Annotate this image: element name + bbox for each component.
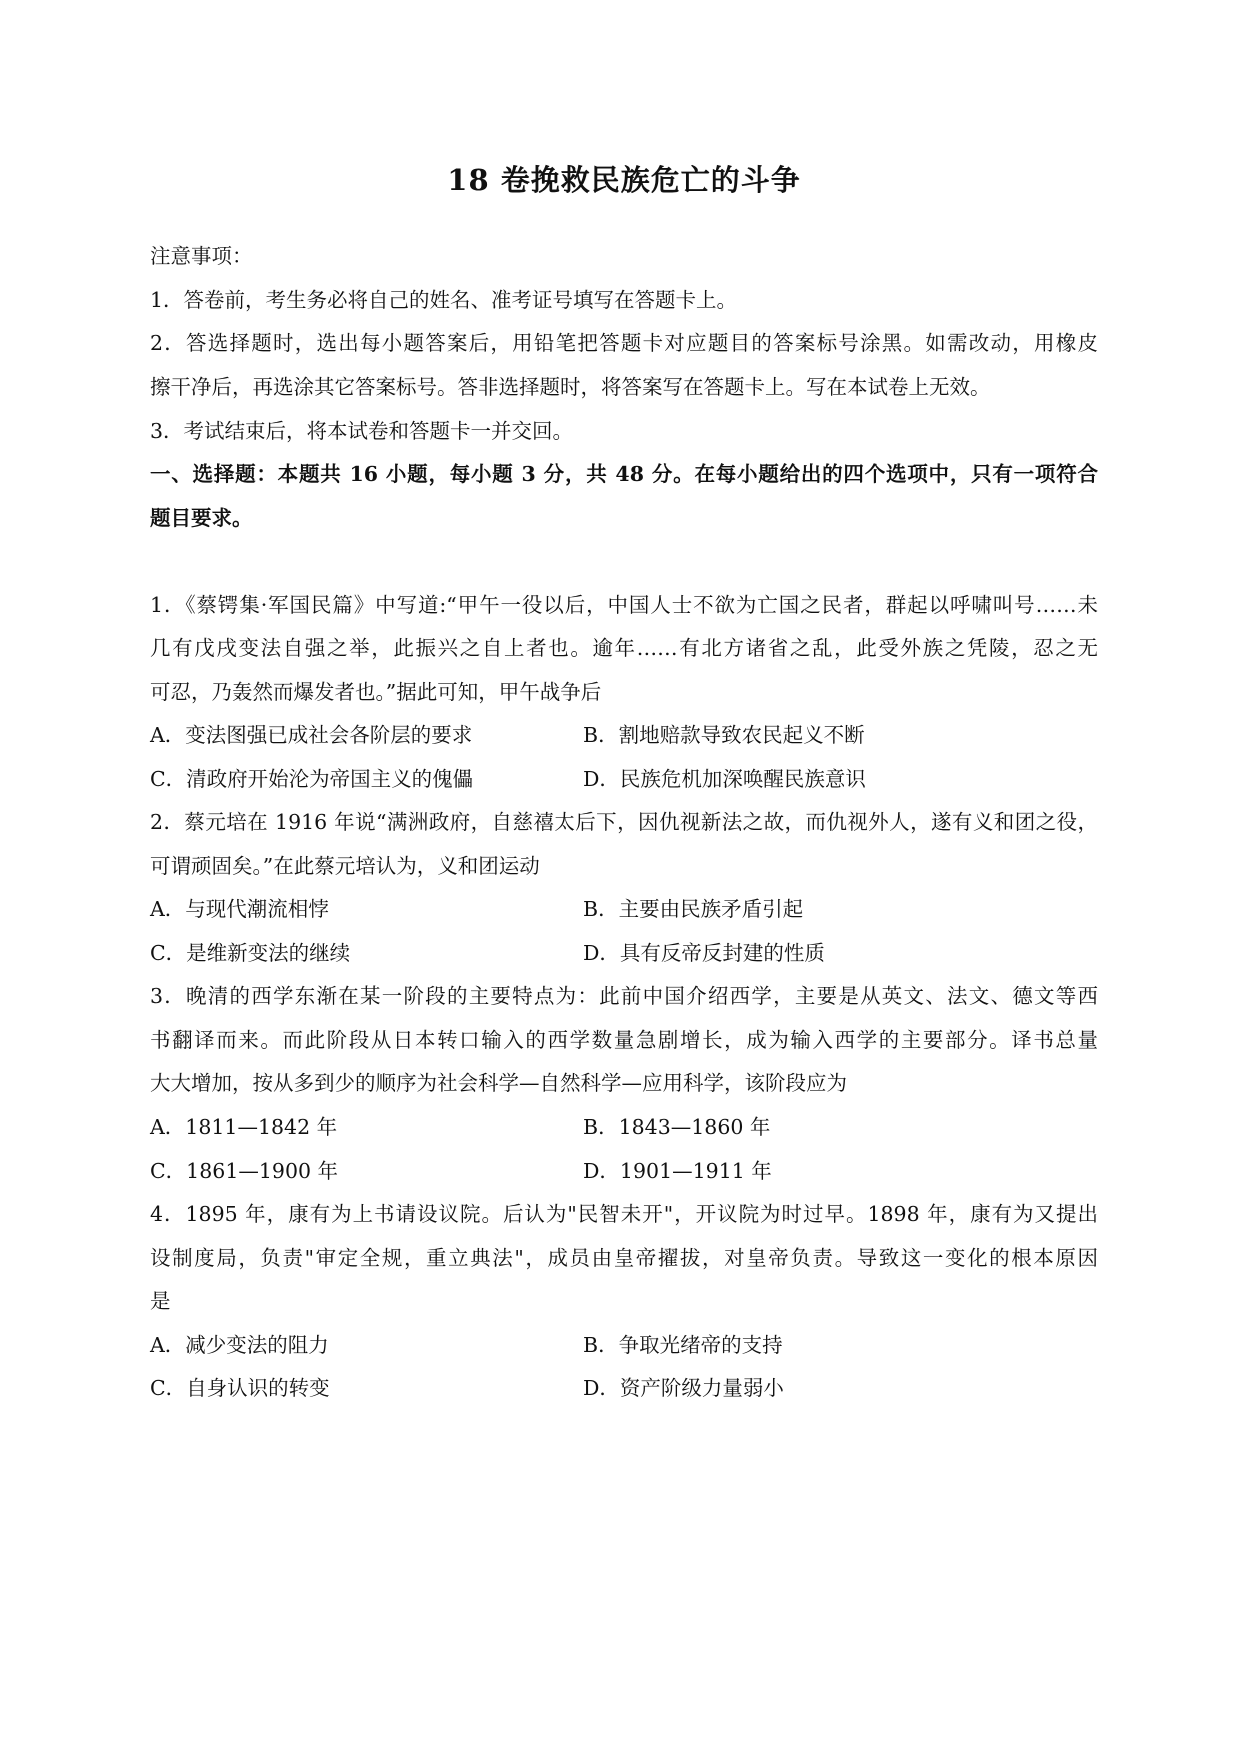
question-1-option-c: C．清政府开始沦为帝国主义的傀儡 [150,767,474,791]
question-4-option-d: D．资产阶级力量弱小 [583,1376,784,1400]
question-1-line-2: 几有戊戌变法自强之举，此振兴之自上者也。逾年……有北方诸省之乱，此受外族之凭陵，忍之无 [150,636,1098,660]
notice-item-1: 1．答卷前，考生务必将自己的姓名、准考证号填写在答题卡上。 [150,288,738,312]
question-1-option-d: D．民族危机加深唤醒民族意识 [583,767,866,791]
question-2-option-a: A．与现代潮流相悖 [150,897,329,921]
notice-item-2-line-1: 2．答选择题时，选出每小题答案后，用铅笔把答题卡对应题目的答案标号涂黑。如需改动，用橡皮 [150,331,1098,355]
question-3-line-1: 3．晚清的西学东渐在某一阶段的主要特点为：此前中国介绍西学，主要是从英文、法文、德文等西 [150,984,1098,1008]
notice-item-3: 3．考试结束后，将本试卷和答题卡一并交回。 [150,419,574,443]
section-heading-line-1: 一、选择题：本题共 16 小题，每小题 3 分，共 48 分。在每小题给出的四个选项中，只有一项符合 [150,462,1098,486]
question-3-option-a: A．1811—1842 年 [150,1115,338,1139]
question-2-option-d: D．具有反帝反封建的性质 [583,941,825,965]
question-4-option-c: C．自身认识的转变 [150,1376,330,1400]
page-title: 18 卷挽救民族危亡的斗争 [447,163,801,197]
question-3-line-2: 书翻译而来。而此阶段从日本转口输入的西学数量急剧增长，成为输入西学的主要部分。译书总量 [150,1028,1098,1052]
question-2-option-b: B．主要由民族矛盾引起 [583,897,804,921]
question-1-line-1: 1．《蔡锷集·军国民篇》中写道:“甲午一役以后，中国人士不欲为亡国之民者，群起以呼啸叫号……未 [150,593,1098,617]
question-3-option-d: D．1901—1911 年 [583,1159,772,1183]
question-2-line-2: 可谓顽固矣。”在此蔡元培认为，义和团运动 [150,854,540,878]
section-heading-line-2: 题目要求。 [150,506,253,530]
question-3-option-b: B．1843—1860 年 [583,1115,771,1139]
question-1-option-a: A．变法图强已成社会各阶层的要求 [150,723,473,747]
question-2-option-c: C．是维新变法的继续 [150,941,351,965]
question-3-line-3: 大大增加，按从多到少的顺序为社会科学—自然科学—应用科学，该阶段应为 [150,1071,847,1095]
question-4-line-3: 是 [150,1289,171,1313]
question-1-option-b: B．割地赔款导致农民起义不断 [583,723,865,747]
question-4-option-b: B．争取光绪帝的支持 [583,1333,783,1357]
notice-item-2-line-2: 擦干净后，再选涂其它答案标号。答非选择题时，将答案写在答题卡上。写在本试卷上无效。 [150,375,991,399]
question-4-line-1: 4．1895 年，康有为上书请设议院。后认为"民智未开"，开议院为时过早。1898 年，康有为又提出 [150,1202,1098,1226]
question-4-option-a: A．减少变法的阻力 [150,1333,329,1357]
notice-heading: 注意事项： [150,244,253,268]
question-2-line-1: 2．蔡元培在 1916 年说“满洲政府，自慈禧太后下，因仇视新法之故，而仇视外人，遂有义和团之役， [150,810,1098,834]
question-3-option-c: C．1861—1900 年 [150,1159,339,1183]
question-1-line-3: 可忍，乃轰然而爆发者也。”据此可知，甲午战争后 [150,680,602,704]
question-4-line-2: 设制度局，负责"审定全规，重立典法"，成员由皇帝擢拔，对皇帝负责。导致这一变化的根本原因 [150,1246,1098,1270]
